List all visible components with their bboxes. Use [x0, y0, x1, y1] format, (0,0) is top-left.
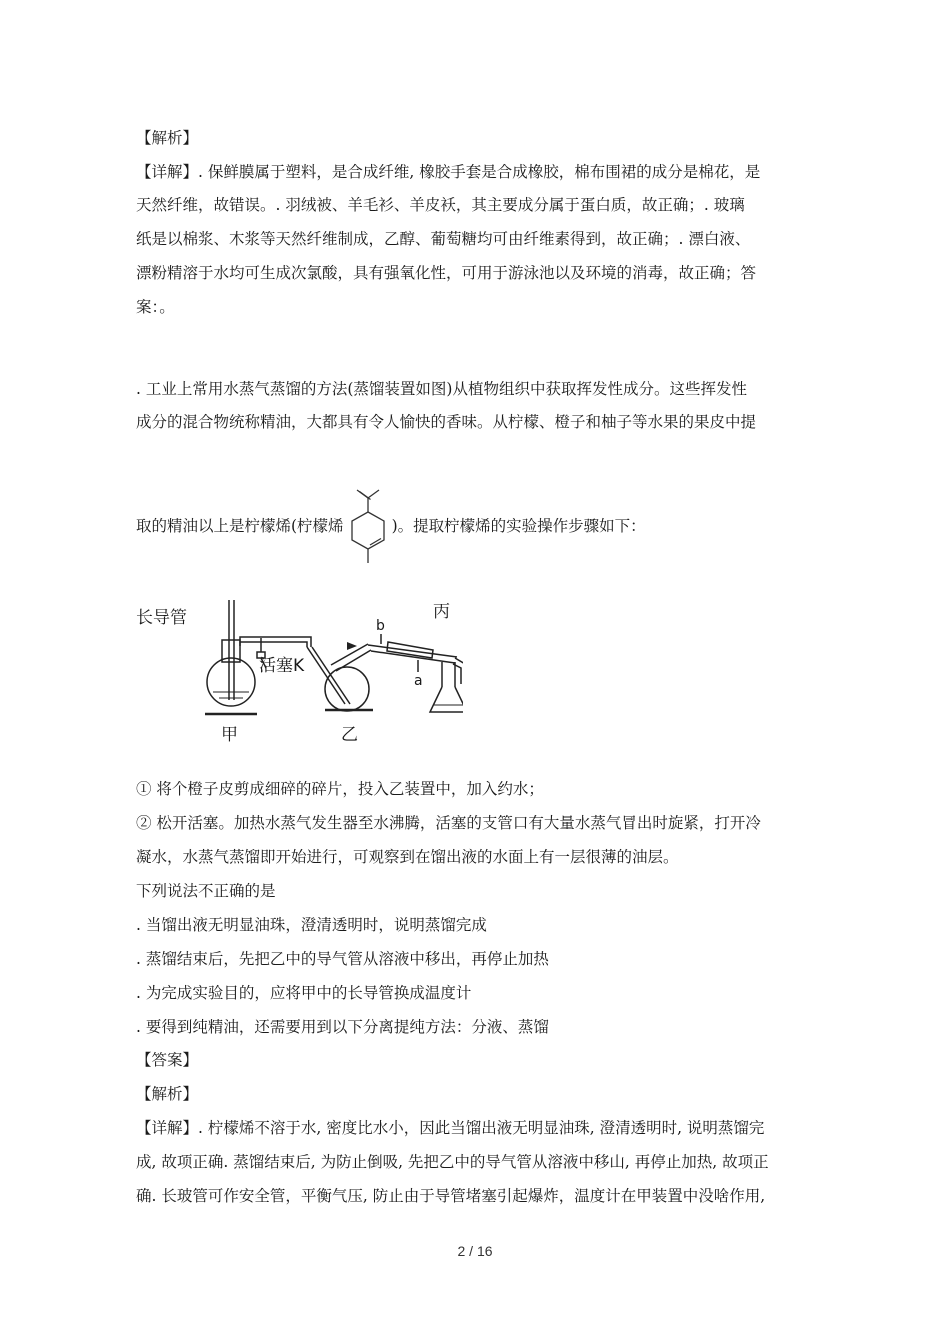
option-b: . 蒸馏结束后，先把乙中的导气管从溶液中移出，再停止加热	[136, 950, 549, 968]
detail-line: 【详解】. 柠檬烯不溶于水, 密度比水小，因此当馏出液无明显油珠, 澄清透明时, 说明蒸馏完	[136, 1119, 765, 1137]
limonene-structure-icon	[346, 487, 390, 567]
answer-label: 【答案】	[136, 1051, 199, 1069]
question-stem: . 工业上常用水蒸气蒸馏的方法(蒸馏装置如图)从植物组织中获取挥发性成分。这些挥发性	[136, 380, 747, 398]
step-line: ② 松开活塞。加热水蒸气发生器至水沸腾，活塞的支管口有大量水蒸气冒出时旋紧，打开冷	[136, 814, 761, 832]
question-prompt: 下列说法不正确的是	[136, 882, 276, 900]
flask-yi	[325, 667, 369, 711]
option-c: . 为完成实验目的，应将甲中的长导管换成温度计	[136, 984, 472, 1002]
label-stopcock: 活塞K	[259, 656, 305, 676]
question-stem-with-structure	[136, 486, 646, 566]
detail-line: 纸是以棉浆、木浆等天然纤维制成，乙醇、葡萄糖均可由纤维素得到，故正确；. 漂白液、	[136, 230, 751, 248]
label-yi: 乙	[341, 725, 358, 745]
label-bing: 丙	[433, 602, 450, 622]
label-long-tube: 长导管	[136, 608, 187, 628]
page-number: 2 / 16	[457, 1243, 493, 1259]
analysis-label-1: 【解析】	[136, 129, 199, 147]
detail-line: 成, 故项正确. 蒸馏结束后, 为防止倒吸, 先把乙中的导气管从溶液中移山, 再停止加热, 故项正	[136, 1153, 769, 1171]
detail-line: 【详解】. 保鲜膜属于塑料，是合成纤维, 橡胶手套是合成橡胶，棉布围裙的成分是棉花，是	[136, 163, 761, 181]
label-b: b	[376, 618, 385, 634]
label-jia: 甲	[221, 725, 238, 745]
stem-text-after: )。提取柠檬烯的实验操作步骤如下：	[391, 517, 646, 535]
distillation-apparatus-diagram	[133, 592, 463, 752]
option-a: . 当馏出液无明显油珠，澄清透明时，说明蒸馏完成	[136, 916, 487, 934]
stem-text-before: 取的精油以上是柠檬烯(柠檬烯	[136, 517, 344, 535]
question-stem: 成分的混合物统称精油，大都具有令人愉快的香味。从柠檬、橙子和柚子等水果的果皮中提	[136, 413, 757, 431]
detail-line: 确. 长玻管可作安全管，平衡气压, 防止由于导管堵塞引起爆炸，温度计在甲装置中没啥作用,	[136, 1187, 766, 1205]
detail-line: 天然纤维，故错误。. 羽绒被、羊毛衫、羊皮袄，其主要成分属于蛋白质，故正确；. 玻璃	[136, 196, 745, 214]
step-line: ① 将个橙子皮剪成细碎的碎片，投入乙装置中，加入约水；	[136, 780, 544, 798]
label-a: a	[414, 673, 423, 689]
analysis-label-2: 【解析】	[136, 1085, 199, 1103]
option-d: . 要得到纯精油，还需要用到以下分离提纯方法：分液、蒸馏	[136, 1018, 549, 1036]
detail-line: 案：。	[136, 298, 175, 316]
flask-jia	[207, 658, 255, 706]
detail-line: 漂粉精溶于水均可生成次氯酸，具有强氧化性，可用于游泳池以及环境的消毒，故正确；答	[136, 264, 757, 282]
step-line: 凝水，水蒸气蒸馏即开始进行，可观察到在馏出液的水面上有一层很薄的油层。	[136, 848, 679, 866]
